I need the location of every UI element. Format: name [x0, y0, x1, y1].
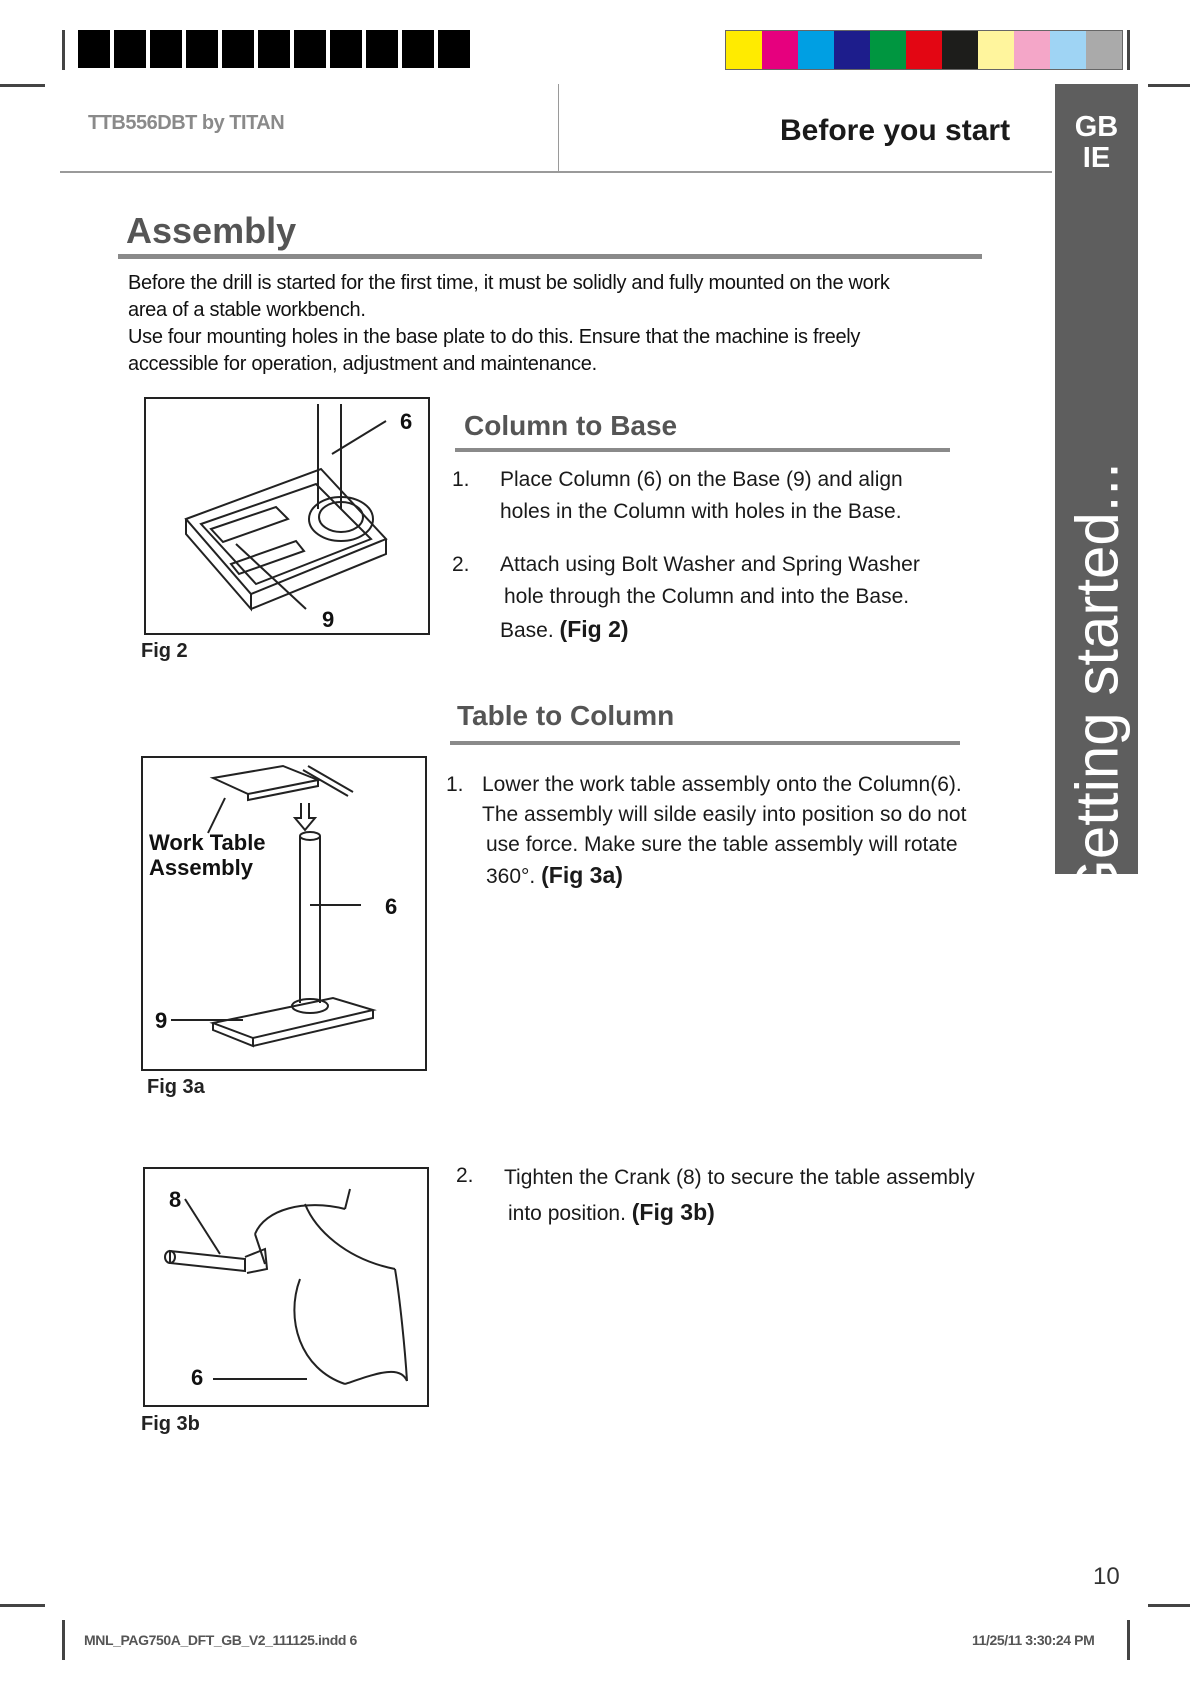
header-separator — [558, 84, 559, 172]
crop-mark — [62, 30, 65, 70]
step-number: 1. — [446, 773, 464, 796]
color-calibration-bar — [725, 30, 1123, 70]
color-swatch — [1014, 31, 1050, 69]
crank-illustration — [145, 1169, 427, 1405]
crop-mark — [1127, 1620, 1130, 1660]
intro-line: area of a stable workbench. — [128, 299, 366, 321]
figure-reference: (Fig 2) — [559, 616, 629, 642]
step-line: hole through the Column and into the Base. — [504, 585, 910, 608]
callout-column: 6 — [400, 409, 413, 434]
step-line: Tighten the Crank (8) to secure the table assembly — [504, 1166, 975, 1189]
assembly-rule — [118, 254, 982, 259]
color-swatch — [834, 31, 870, 69]
color-swatch — [906, 31, 942, 69]
registration-black-bar — [78, 30, 474, 68]
color-swatch — [726, 31, 762, 69]
crop-mark — [62, 1620, 65, 1660]
list-item — [456, 1160, 1036, 1230]
figure-3b — [143, 1167, 429, 1407]
figure-3a — [141, 756, 427, 1071]
color-swatch — [978, 31, 1014, 69]
intro-line: accessible for operation, adjustment and maintenance. — [128, 353, 597, 375]
lang-ie: IE — [1082, 142, 1111, 174]
table-to-column-heading: Table to Column — [457, 700, 675, 731]
crop-mark — [1148, 84, 1190, 87]
work-table-label: Work Table Assembly — [149, 830, 266, 880]
figure-3b-caption: Fig 3b — [141, 1413, 200, 1435]
header-rule — [60, 171, 1052, 173]
lang-gb: GB — [1074, 111, 1119, 143]
step-line: holes in the Column with holes in the Base. — [500, 500, 902, 523]
step-line: Place Column (6) on the Base (9) and align — [500, 468, 903, 491]
figure-2 — [144, 397, 430, 635]
color-swatch — [870, 31, 906, 69]
side-tab — [1055, 84, 1138, 906]
step-number: 1. — [452, 468, 470, 491]
step-number: 2. — [452, 553, 470, 576]
assembly-heading: Assembly — [126, 210, 297, 251]
drill-base-illustration — [146, 399, 428, 633]
step-line: Base. — [500, 619, 554, 642]
step-line: The assembly will silde easily into position so do not — [482, 803, 967, 826]
color-swatch — [942, 31, 978, 69]
figure-2-caption: Fig 2 — [141, 640, 188, 662]
crop-mark — [0, 84, 45, 87]
crop-mark — [1127, 30, 1130, 70]
figure-reference: (Fig 3a) — [541, 862, 623, 888]
step-line: use force. Make sure the table assembly will rotate — [486, 833, 958, 856]
step-number: 2. — [456, 1164, 474, 1187]
list-item — [446, 770, 1026, 900]
column-to-base-rule — [455, 448, 950, 452]
intro-line: Use four mounting holes in the base plate to do this. Ensure that the machine is freely — [128, 326, 861, 348]
intro-line: Before the drill is started for the first time, it must be solidly and fully mounted on the work — [128, 272, 890, 294]
assembly-intro — [128, 270, 1008, 378]
table-to-column-rule — [450, 741, 960, 745]
step-line: Lower the work table assembly onto the Column(6). — [482, 773, 962, 796]
callout-base: 9 — [322, 607, 335, 632]
footer-filename: MNL_PAG750A_DFT_GB_V2_111125.indd 6 — [84, 1632, 357, 1648]
list-item — [452, 464, 972, 528]
section-title: Before you start — [780, 114, 1011, 147]
color-swatch — [1050, 31, 1086, 69]
step-line: 360°. — [486, 865, 536, 888]
figure-3a-caption: Fig 3a — [147, 1076, 205, 1098]
callout-column: 6 — [385, 894, 398, 919]
callout-column: 6 — [191, 1365, 204, 1390]
color-swatch — [798, 31, 834, 69]
page-number: 10 — [1093, 1563, 1120, 1590]
work-table-illustration — [143, 758, 425, 1069]
model-label: TTB556DBT by TITAN — [88, 112, 285, 134]
callout-crank: 8 — [169, 1187, 182, 1212]
footer-timestamp: 11/25/11 3:30:24 PM — [972, 1632, 1095, 1648]
color-swatch — [762, 31, 798, 69]
step-line: into position. — [508, 1202, 626, 1225]
figure-reference: (Fig 3b) — [631, 1199, 715, 1225]
callout-base: 9 — [155, 1008, 168, 1033]
list-item — [452, 549, 972, 645]
step-line: Attach using Bolt Washer and Spring Washer — [500, 553, 920, 576]
column-to-base-heading: Column to Base — [464, 410, 678, 441]
side-tab-label: Getting started... — [1063, 462, 1131, 906]
crop-mark — [1148, 1604, 1190, 1607]
color-swatch — [1086, 31, 1122, 69]
crop-mark — [0, 1604, 45, 1607]
